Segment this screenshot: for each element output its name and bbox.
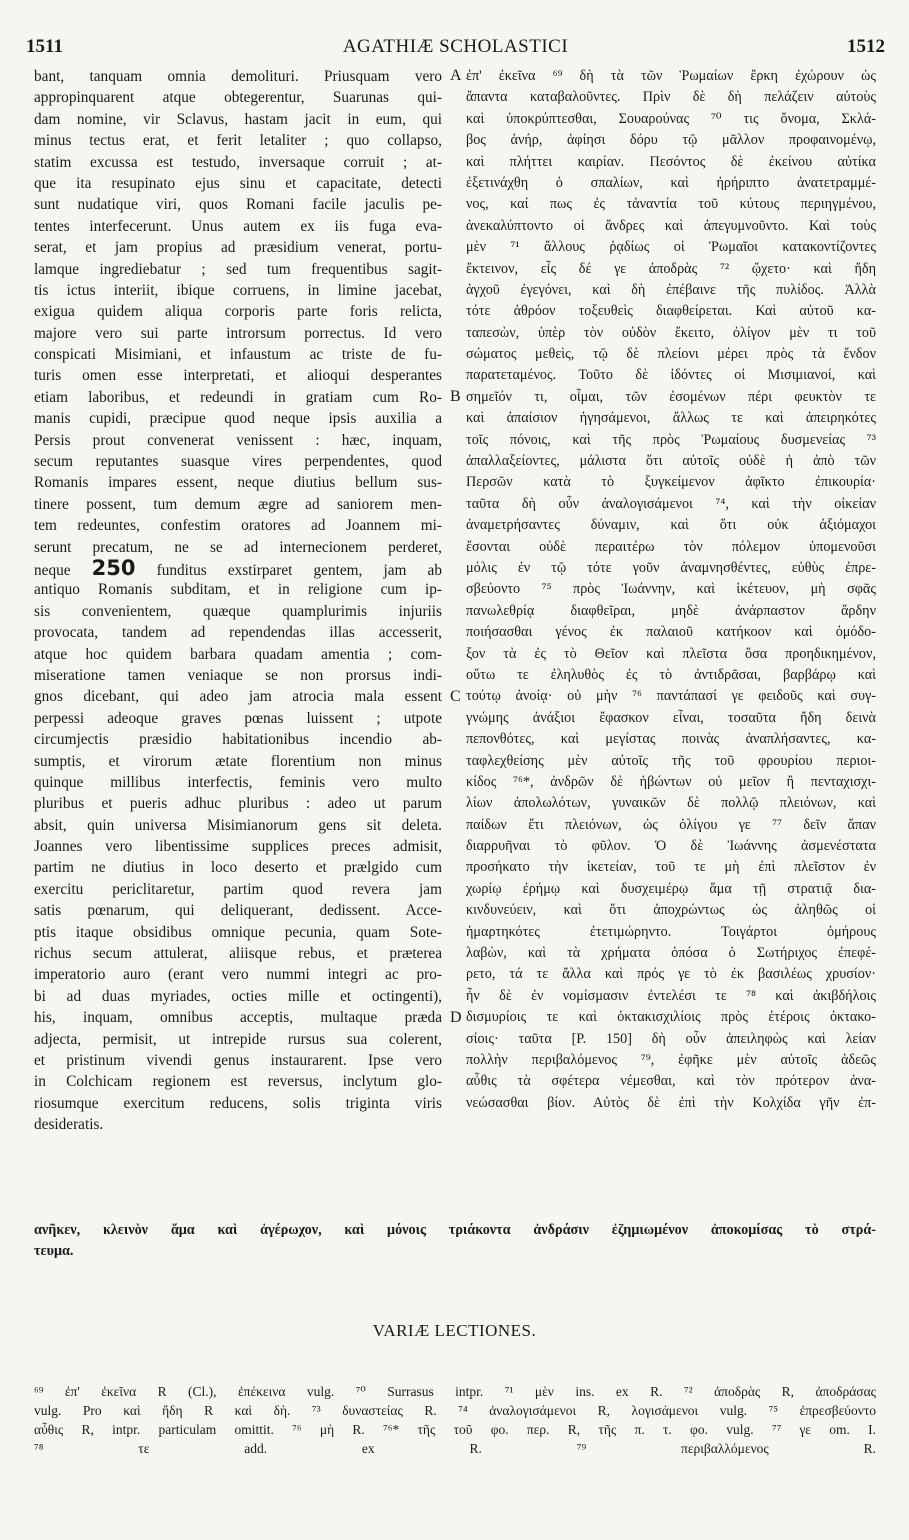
latin-line: lamque ingrediebatur ; sed tum frequentibus sagit- <box>34 260 442 278</box>
page-marker-250: 250 <box>91 557 136 580</box>
greek-line: ἀγχοῦ ἐγεγόνει, καὶ δὴ ἐπέβαινε τῆς πυλίδος. Ἀλλὰ <box>466 281 876 298</box>
greek-line: ἔσονται οὐδὲ περαιτέρω τὸν πόλεμον ὑπομενοῦσι <box>466 538 876 555</box>
latin-line: neque 250 funditus exstirparet gentem, jam ab <box>34 557 442 580</box>
greek-line: πολλὴν περιβαλόμενος ⁷⁹, ἐφῆκε μὲν αὐτοῖς ἀδεῶς <box>466 1051 876 1068</box>
latin-line: conspicati Misimiani, et infaustum ac triste de fu- <box>34 346 442 364</box>
note-line: ⁶⁹ ἐπ' ἐκεῖνα R (Cl.), ἐπέκεινα vulg. ⁷⁰ Surrasus intpr. ⁷¹ μὲν ins. ex R. ⁷² ἀποδρὰς R, ἀποδράσας <box>34 1384 876 1399</box>
greek-line: τοῖς πόνοις, καὶ τῆς πρὸς Ῥωμαίους δυσμενείας ⁷³ <box>466 431 876 448</box>
left-page-number: 1511 <box>26 36 63 57</box>
latin-line: tentes interfecerunt. Unus autem ex iis fuga eva- <box>34 217 442 235</box>
page-header <box>26 36 885 60</box>
latin-line: riosumque exercitum reducens, solis triginta viris <box>34 1094 442 1112</box>
greek-line: κινδυνεύειν, καὶ ὅτι ἀποχρώντως ὡς ἀληθῶς οἱ <box>466 902 876 919</box>
greek-line: λίων ἀπολωλότων, γυναικῶν δὲ πολλῷ πλειόνων, καὶ <box>466 795 876 812</box>
greek-line: καὶ πλήττει καιρίαν. Πεσόντος δὲ ἐκείνου αὐτίκα <box>466 153 876 170</box>
section-marker: D <box>450 1008 462 1026</box>
greek-line: σβεύοντο ⁷⁵ πρὸς Ἰωάννην, καὶ ἱκέτευον, μὴ σφᾶς <box>466 581 876 598</box>
greek-line: ρετο, τά τε ἄλλα καὶ πρός γε τὸ ἐκ βασιλέως χρυσίον· <box>466 966 876 983</box>
latin-line: Romanis impares essent, neque diutius bellum sus- <box>34 474 442 492</box>
latin-line: Persis prout convenerat venissent : hæc, inquam, <box>34 431 442 449</box>
latin-line: quinque millibus interfectis, feminis vero multo <box>34 773 442 791</box>
variant-notes <box>34 1382 876 1458</box>
latin-line: tinere possent, tum demum ægre ad saniorem men- <box>34 495 442 513</box>
latin-line: manis cupidi, præcipue quod neque ipsis auxilia a <box>34 410 442 428</box>
greek-line: ταπεσὼν, ὑπὲρ τὸν οὐδὸν ἔκειτο, ὀλίγον μὲν τι τοῦ <box>466 324 876 341</box>
latin-line: exercitu periclitaretur, partim quod revera jam <box>34 880 442 898</box>
latin-line: bant, tanquam omnia demolituri. Priusquam vero <box>34 68 442 85</box>
greek-line: αὖθις τὰ σφέτερα νέμεσθαι, καὶ τὸν πρότερον ἀνα- <box>466 1073 876 1090</box>
greek-line: νεώσασθαι βίον. Αὐτὸς δὲ ἐπὶ τὴν Κολχίδα γῆν ἐπ- <box>466 1094 876 1111</box>
latin-line: antiquo Romanis subditam, et in religione cum ip- <box>34 581 442 599</box>
greek-line: ἡμαρτηκότες ἐτετιμώρηντο. Τοιγάρτοι ὁμήρους <box>466 923 876 940</box>
greek-line: διαρρυῆναι τὸ φῦλον. Ὁ δὲ Ἰωάννης ἀσμενέστατα <box>466 838 876 855</box>
latin-line: adjecta, permisit, ut intrepide rursus sua colerent, <box>34 1030 442 1048</box>
latin-line: his, inquam, omnibus acceptis, multaque præda <box>34 1009 442 1027</box>
running-title: AGATHIÆ SCHOLASTICI <box>342 36 569 57</box>
greek-line: ταφλεχθείσης μὲν αὐτοῖς τῆς τοῦ φρουρίου περιοι- <box>466 752 876 769</box>
greek-line: λαβὼν, καὶ τὰ χρήματα ὁπόσα ὁ Σωτήριχος ἐπεφέ- <box>466 945 876 962</box>
latin-line: imperatorio auro (erant vero nummi integri ac pro- <box>34 966 442 984</box>
greek-line: οὕτω τε ἐληλυθὸς ἐς τὸ ἀντιδρᾶσαι, βαρβάρῳ καὶ <box>466 666 876 683</box>
greek-tail-line: τευμα. <box>34 1243 74 1260</box>
latin-line: circumjectis præsidio habitationibus incendio ab- <box>34 731 442 749</box>
greek-line: νος, καί πως ἐς τἀναντία τοῦ κύτους περιηγμένου, <box>466 196 876 213</box>
greek-line: ἐξετινάχθη ὁ σπαλίων, καὶ ἠρήριπτο ἀνατετραμμέ- <box>466 174 876 191</box>
note-line: αὖθις R, intpr. particulam omittit. ⁷⁶ μὴ R. ⁷⁶* τῆς τοῦ φο. περ. R, τῆς π. τ. φο. vulg. ⁷⁷ γε om. Ι. <box>34 1422 876 1437</box>
latin-line: etiam laboribus, et redeundi in gratiam cum Ro- <box>34 388 442 406</box>
latin-line: gnos dicebant, qui adeo jam atrocia mala essent <box>34 688 442 706</box>
latin-line: statim excussa est testudo, inversaque corruit ; at- <box>34 153 442 171</box>
greek-line: μὲν ⁷¹ ἄλλους ῥᾳδίως οἱ Ῥωμαῖοι κατακοντίζοντες <box>466 239 876 256</box>
variae-lectiones-heading: VARIÆ LECTIONES. <box>372 1321 537 1340</box>
greek-line: μόλις ἐν τῷ τότε γοῦν ἀναμνησθέντες, εὐθὺς ἐπρε- <box>466 559 876 576</box>
greek-line: ταῦτα δὴ οὖν ἀναλογισάμενοι ⁷⁴, καὶ τὴν οἰκείαν <box>466 495 876 512</box>
greek-line: παίδων ἔτι πλειόνων, ὡς ὀλίγου γε ⁷⁷ δεῖν ἅπαν <box>466 816 876 833</box>
greek-line: ἀνεκαλύπτοντο οἱ ἄνδρες καὶ ἀπεγυμνοῦντο. Καὶ τοὺς <box>466 217 876 234</box>
greek-line: τότε ἀθρόον τοξευθεὶς διαφθείρεται. Καὶ αὐτοῦ κα- <box>466 303 876 320</box>
note-line: vulg. Pro καὶ ἤδη R καὶ δὴ. ⁷³ δυναστείας R. ⁷⁴ ἀναλογισάμενοι R, λογισάμενοι vulg. ⁷⁵ ἐπρεσβεύοντο <box>34 1403 876 1418</box>
latin-line: in Colchicam regionem est reversus, inclytum glo- <box>34 1073 442 1091</box>
greek-line: παρατεταμένος. Τοῦτο δὲ ἰδόντες οἱ Μισιμιανοί, καὶ <box>466 367 876 384</box>
greek-line: κίδος ⁷⁶*, ἀνδρῶν δὲ ἡβώντων οὐ μεῖον ἢ πενταχισχι- <box>466 773 876 790</box>
latin-line: perpessi adeoque graves pœnas luissent ; utpote <box>34 709 442 727</box>
greek-line: ποιήσασθαι γένος ἐκ παλαιοῦ κατήκοον καὶ ὁμόδο- <box>466 624 876 641</box>
greek-line: τούτῳ ἀνοίᾳ· οὐ μὴν ⁷⁶ παντάπασί γε φειδοῦς καὶ συγ- <box>466 688 876 705</box>
latin-line: partim ne diutius in loco deserto et prælgido cum <box>34 859 442 877</box>
note-line: ⁷⁸ τε add. ex R. ⁷⁹ περιβαλλόμενος R. <box>34 1441 876 1456</box>
right-page-number: 1512 <box>847 36 885 57</box>
greek-continuation <box>34 1220 876 1263</box>
greek-line: προσήκατο τὴν ἱκετείαν, τοῦ τε μὴ ἐπὶ πλεῖστον ἐν <box>466 859 876 876</box>
latin-line: Joannes vero libentissime supplices preces admisit, <box>34 838 442 856</box>
section-marker: C <box>450 687 461 705</box>
latin-line: miseratione tamen veniaque se non prorsus indi- <box>34 666 442 684</box>
latin-line: exigua quidem aliqua corporis parte foris relicta, <box>34 303 442 321</box>
greek-line: σώματος μεθεὶς, τῷ δὲ πλείονι μέρει πρὸς τὰ ἔνδον <box>466 346 876 363</box>
latin-line: serat, et jam propius ad præsidium venerat, portu- <box>34 239 442 257</box>
greek-line: χωρίῳ ἐρήμῳ καὶ δυσχειμέρῳ ἅμα τῇ στρατιᾷ δια- <box>466 880 876 897</box>
greek-line: σημεῖόν τι, οἶμαι, τῶν ἐσομένων πέρι φευκτὸν τε <box>466 388 876 405</box>
greek-line: ξον τὰ ἐς τὸ Θεῖον καὶ πλεῖστα ὅσα προηδικημένον, <box>466 645 876 662</box>
latin-line: provocata, tandem ad rependendas illas accesserit, <box>34 624 442 642</box>
greek-line: καὶ ὑποκρύπτεσθαι, Σουαρούνας ⁷⁰ τις ὄνομα, Σκλά- <box>466 110 876 127</box>
latin-line: sunt nudatique viri, quos Romani facile jaculis pe- <box>34 196 442 214</box>
latin-line: et pristinum vivendi genus instaurarent. Ipse vero <box>34 1051 442 1069</box>
latin-line: appropinquarent atque obtegerentur, Suarunas qui- <box>34 89 442 107</box>
latin-line: sis convenientem, quæque quamplurimis injuriis <box>34 602 442 620</box>
section-marker: B <box>450 388 461 405</box>
latin-line: absit, quin universa Misimianorum gens sit deleta. <box>34 816 442 834</box>
latin-line: tem redeuntes, confestim oratores ad Joannem mi- <box>34 517 442 535</box>
greek-line: ἀπαλλαξείοντες, μάλιστα ὅτι αὐτοῖς οὐδὲ ἡ ἀπὸ τῶν <box>466 453 876 470</box>
section-markers <box>444 66 466 1066</box>
greek-line: δισμυρίοις τε καὶ ὀκτακισχιλίοις πρὸς ἑτέροις ὀκτακο- <box>466 1009 876 1026</box>
latin-column <box>34 66 442 1136</box>
latin-line: secum reputantes suasque vires perpendentes, quod <box>34 453 442 471</box>
latin-line: satis pœnarum, qui deliquerant, dedissent. Acce- <box>34 902 442 920</box>
latin-line: sumptis, et virorum ætate florentium non minus <box>34 752 442 770</box>
latin-line: bi ad duas myriades, octies mille et octingenti), <box>34 987 442 1005</box>
greek-line: γνώμης ἀνάξιοι ἔφασκον εἶναι, τοσαῦτα ἤδη δεινὰ <box>466 709 876 726</box>
greek-line: ἀναμετρήσαντες δύναμιν, καὶ ὅτι οὐκ ἀξιόμαχοι <box>466 517 876 534</box>
latin-line: dam nomine, vir Sclavus, hastam jacit in eum, qui <box>34 110 442 128</box>
greek-line: Περσῶν κατὰ τὸ ξυγκείμενον ἀφῖκτο ἐπικουρία· <box>466 474 876 491</box>
greek-line: ἔκτεινον, εἷς δέ γε ἀποδρὰς ⁷² ᾤχετο· καὶ ἤδη <box>466 260 876 277</box>
greek-line: βος ἀνήρ, ἀφίησι δόρυ τῷ μᾶλλον προφαινομένῳ, <box>466 132 876 149</box>
greek-line: σίοις· ταῦτα [P. 150] δὴ οὖν ἀπειληφὼς καὶ λείαν <box>466 1030 876 1047</box>
greek-line: πανωλεθρίᾳ διαφθεῖραι, μηδὲ ἀνάρπαστον ἄρδην <box>466 602 876 619</box>
latin-line: atque hoc quidem barbara quadam amentia ; com- <box>34 645 442 663</box>
latin-line: richus secum attulerat, aliisque rebus, et præterea <box>34 945 442 963</box>
latin-line: minus tectus erat, et ferit letaliter ; quo collapso, <box>34 132 442 150</box>
latin-line: majore vero sui parte introrsum porrectus. Id vero <box>34 324 442 342</box>
latin-line: serunt precatum, ne se ad internecionem perderet, <box>34 538 442 556</box>
latin-line: ptis itaque obsidibus omnique pecunia, quam Sote- <box>34 923 442 941</box>
latin-line: desideratis. <box>34 1116 104 1134</box>
greek-line: ἐπ' ἐκεῖνα ⁶⁹ δὴ τὰ τῶν Ῥωμαίων ἔρκη ἐχώρουν ὡς <box>466 68 876 84</box>
greek-line: ἦν δὲ ἐν νομίσμασιν ἐντελέσι τε ⁷⁸ καὶ ἀκιβδήλοις <box>466 987 876 1004</box>
greek-line: πεπονθότες, καὶ μεγίστας ποινὰς ἀναπλήσαντες, κα- <box>466 731 876 748</box>
latin-line: pluribus et pueris adhuc pluribus : adeo ut parum <box>34 795 442 813</box>
greek-line: ἅπαντα καταβαλοῦντες. Πρὶν δὲ δὴ πελάζειν αὐτοὺς <box>466 89 876 106</box>
greek-line: καὶ ἀπαίσιον ἡγησάμενοι, ἄλλως τε καὶ ἀπειρηκότες <box>466 410 876 427</box>
greek-column <box>466 66 876 1114</box>
latin-line: turis omen esse interpretati, et alioqui desperantes <box>34 367 442 385</box>
greek-tail-line: ανῆκεν, κλεινὸν ἅμα καὶ ἀγέρωχον, καὶ μόνοις τριάκοντα ἀνδράσιν ἐζημιωμένον ἀποκομίσας τὸ στρά- <box>34 1222 876 1238</box>
latin-line: que ita resupinato ejus sinu et capacitate, detecti <box>34 174 442 192</box>
section-marker: A <box>450 67 462 84</box>
latin-line: tis ictus interiit, ibique corruens, in limine jacebat, <box>34 281 442 299</box>
